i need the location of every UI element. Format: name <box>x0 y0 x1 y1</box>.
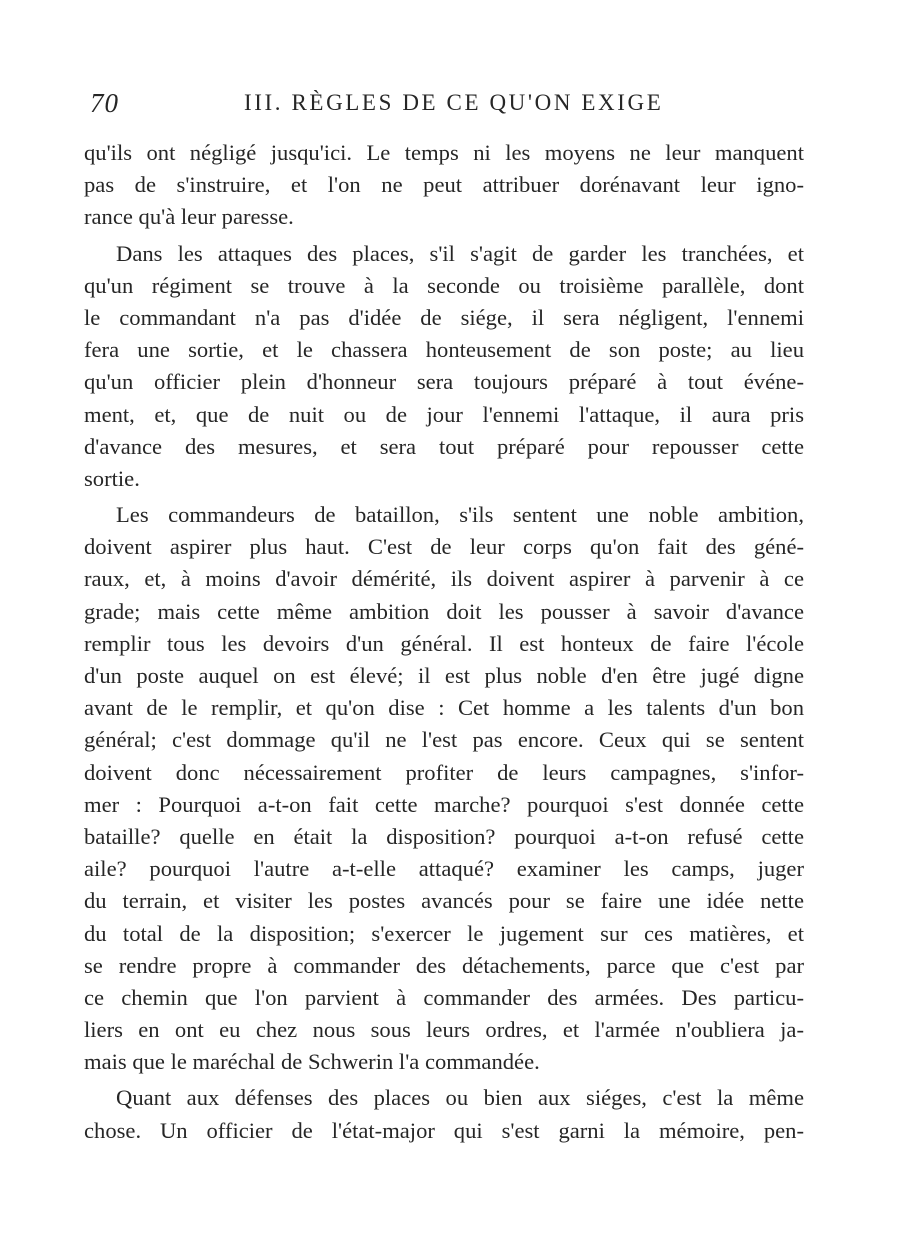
text-line: qu'ils ont négligé jusqu'ici. Le temps ni les moyens ne leur manquent <box>84 140 804 165</box>
paragraph <box>84 1082 804 1146</box>
text-line: le commandant n'a pas d'idée de siége, il sera négligent, l'ennemi <box>84 304 804 330</box>
text-line: fera une sortie, et le chassera honteusement de son poste; au lieu <box>84 337 804 363</box>
text-line: remplir tous les devoirs d'un général. Il est honteux de faire l'école <box>84 630 804 656</box>
text-line: du terrain, et visiter les postes avancés pour se faire une idée nette <box>84 888 804 914</box>
text-line: liers en ont eu chez nous sous leurs ordres, et l'armée n'oubliera ja- <box>84 1017 804 1043</box>
text-line: qu'un officier plein d'honneur sera toujours préparé à tout événe- <box>84 369 804 395</box>
text-line: pas de s'instruire, et l'on ne peut attribuer dorénavant leur igno- <box>84 172 804 198</box>
running-head <box>84 88 814 128</box>
paragraph <box>84 238 804 496</box>
text-line: Quant aux défenses des places ou bien aux siéges, c'est la même <box>116 1085 804 1111</box>
text-line: grade; mais cette même ambition doit les pousser à savoir d'avance <box>84 598 804 624</box>
text-line: général; c'est dommage qu'il ne l'est pas encore. Ceux qui se sentent <box>84 727 804 753</box>
text-line: ce chemin que l'on parvient à commander des armées. Des particu- <box>84 984 804 1010</box>
text-line: bataille? quelle en était la disposition? pourquoi a-t-on refusé cette <box>84 823 804 849</box>
text-line: sortie. <box>84 465 140 491</box>
text-line: aile? pourquoi l'autre a-t-elle attaqué? examiner les camps, juger <box>84 856 804 882</box>
text-line: avant de le remplir, et qu'on dise : Cet homme a les talents d'un bon <box>84 695 804 721</box>
text-line: doivent aspirer plus haut. C'est de leur corps qu'on fait des géné- <box>84 534 804 560</box>
text-line: doivent donc nécessairement profiter de leurs campagnes, s'infor- <box>84 759 804 785</box>
paragraph <box>84 137 804 234</box>
text-line: d'avance des mesures, et sera tout préparé pour repousser cette <box>84 433 804 459</box>
text-line: mais que le maréchal de Schwerin l'a commandée. <box>84 1049 540 1075</box>
body-text <box>84 137 804 1147</box>
text-line: qu'un régiment se trouve à la seconde ou troisième parallèle, dont <box>84 272 804 298</box>
text-line: chose. Un officier de l'état-major qui s'est garni la mémoire, pen- <box>84 1117 804 1143</box>
paragraph <box>84 499 804 1078</box>
page-number: 70 <box>90 88 119 118</box>
text-line: mer : Pourquoi a-t-on fait cette marche? pourquoi s'est donnée cette <box>84 791 804 817</box>
text-line: Dans les attaques des places, s'il s'agit de garder les tranchées, et <box>116 240 804 266</box>
text-line: d'un poste auquel on est élevé; il est plus noble d'en être jugé digne <box>84 663 804 688</box>
text-line: du total de la disposition; s'exercer le jugement sur ces matières, et <box>84 920 804 946</box>
text-line: Les commandeurs de bataillon, s'ils sentent une noble ambition, <box>116 502 804 528</box>
text-line: raux, et, à moins d'avoir démérité, ils doivent aspirer à parvenir à ce <box>84 566 804 592</box>
text-line: se rendre propre à commander des détachements, parce que c'est par <box>84 952 804 978</box>
running-title: III. RÈGLES DE CE QU'ON EXIGE <box>244 90 664 115</box>
text-line: ment, et, que de nuit ou de jour l'ennemi l'attaque, il aura pris <box>84 401 804 427</box>
text-line: rance qu'à leur paresse. <box>84 204 294 230</box>
